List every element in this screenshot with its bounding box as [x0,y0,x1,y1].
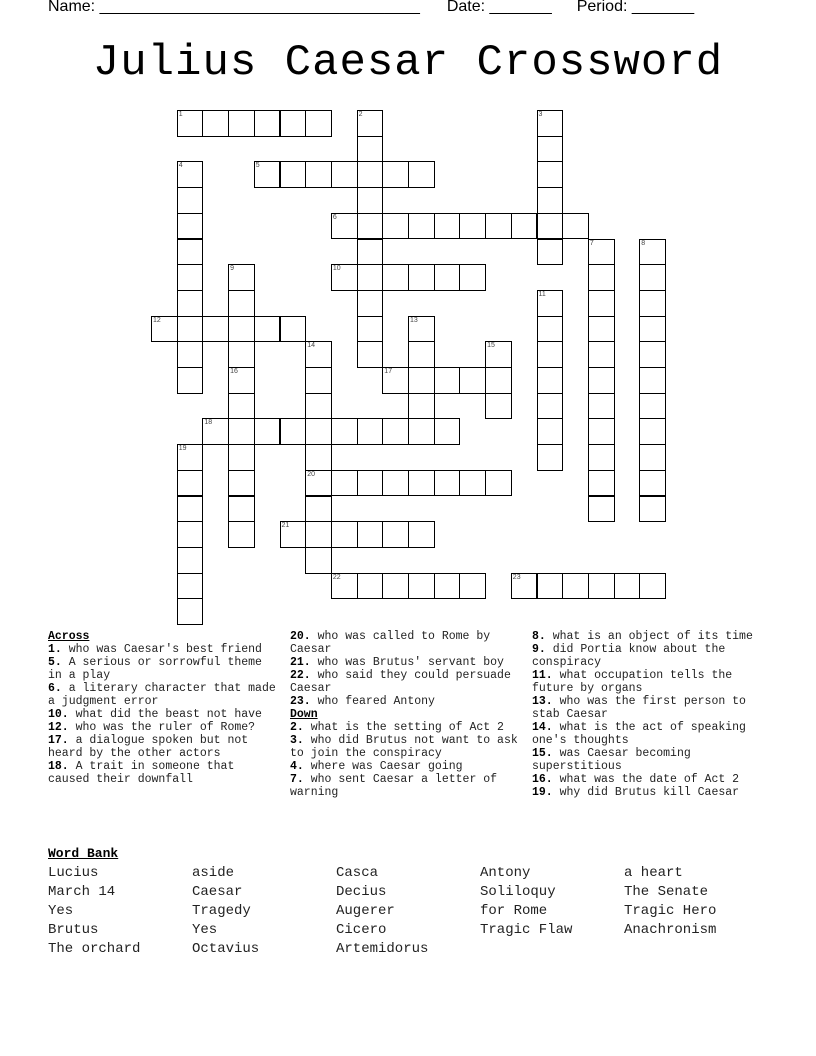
crossword-cell[interactable] [459,367,486,394]
word-bank-item: for Rome [480,903,548,919]
crossword-cell[interactable] [254,110,281,137]
page-title: Julius Caesar Crossword [92,38,724,88]
clue-text: who was Caesar's best friend [61,643,262,656]
crossword-cell[interactable] [228,496,255,523]
clue-number: 4. [290,760,304,773]
crossword-cell[interactable] [357,110,384,137]
word-bank-item: Decius [336,884,387,900]
clue-number: 23. [290,695,311,708]
crossword-cell[interactable] [588,367,615,394]
clue-number: 21. [290,656,311,669]
crossword-cell[interactable] [177,110,204,137]
clue-item [48,708,280,721]
clue-text: what did the beast not have [68,708,262,721]
word-bank-item: Anachronism [624,922,717,938]
word-bank-item: The orchard [48,941,141,957]
clue-number: 6. [48,682,62,695]
crossword-cell[interactable] [357,136,384,163]
crossword-cell[interactable] [357,521,384,548]
crossword-cell[interactable] [305,367,332,394]
clue-text: who was called to Rome by Caesar [290,630,491,656]
crossword-cell[interactable] [305,470,332,497]
crossword-cell[interactable] [177,213,204,240]
clue-text: did Portia know about the conspiracy [532,643,726,669]
word-bank-item: The Senate [624,884,709,900]
clue-item [532,721,772,747]
crossword-cell[interactable] [537,161,564,188]
cell-number: 14 [307,342,315,350]
crossword-cell[interactable] [331,418,358,445]
clue-number: 17. [48,734,69,747]
crossword-cell[interactable] [639,444,666,471]
clue-item [290,773,522,799]
crossword-cell[interactable] [331,573,358,600]
across-heading: Across [48,630,90,643]
word-bank-column [48,864,192,959]
word-bank-item: a heart [624,865,683,881]
crossword-cell[interactable] [588,239,615,266]
crossword-cell[interactable] [331,213,358,240]
crossword-cell[interactable] [177,521,204,548]
crossword-cell[interactable] [562,573,589,600]
crossword-cell[interactable] [408,161,435,188]
crossword-cell[interactable] [177,444,204,471]
crossword-cell[interactable] [639,470,666,497]
crossword-cell[interactable] [537,187,564,214]
crossword-cell[interactable] [511,573,538,600]
crossword-cell[interactable] [537,393,564,420]
cell-number: 11 [538,290,546,298]
crossword-cell[interactable] [305,161,332,188]
word-bank-column [192,864,336,959]
crossword-cell[interactable] [408,264,435,291]
crossword-cell[interactable] [331,521,358,548]
crossword-cell[interactable] [305,341,332,368]
clue-text: who was the first person to stab Caesar [532,695,746,721]
clue-number: 2. [290,721,304,734]
crossword-cell[interactable] [562,213,589,240]
crossword-cell[interactable] [588,341,615,368]
crossword-cell[interactable] [537,213,564,240]
crossword-cell[interactable] [639,239,666,266]
cell-number: 16 [230,368,238,375]
clue-item [48,656,280,682]
crossword-cell[interactable] [357,239,384,266]
period-field-label[interactable]: Period: _______ [576,0,695,15]
clue-number: 14. [532,721,553,734]
crossword-cell[interactable] [639,496,666,523]
crossword-cell[interactable] [511,213,538,240]
clue-item [532,747,772,773]
clue-item [532,773,772,786]
crossword-cell[interactable] [202,110,229,137]
crossword-cell[interactable] [459,470,486,497]
crossword-cell[interactable] [485,213,512,240]
crossword-cell[interactable] [228,470,255,497]
crossword-cell[interactable] [177,316,204,343]
crossword-cell[interactable] [177,367,204,394]
crossword-cell[interactable] [228,290,255,317]
crossword-cell[interactable] [305,547,332,574]
crossword-cell[interactable] [331,161,358,188]
crossword-cell[interactable] [177,187,204,214]
crossword-cell[interactable] [305,496,332,523]
crossword-cell[interactable] [151,316,178,343]
crossword-cell[interactable] [202,418,229,445]
crossword-cell[interactable] [459,573,486,600]
crossword-cell[interactable] [254,316,281,343]
clue-item [532,630,772,643]
crossword-cell[interactable] [537,316,564,343]
crossword-cell[interactable] [305,521,332,548]
clue-item [290,734,522,760]
crossword-cell[interactable] [485,367,512,394]
word-bank-item: March 14 [48,884,116,900]
word-bank-item: Tragic Flaw [480,922,573,938]
clue-text: what was the date of Act 2 [552,773,740,786]
crossword-cell[interactable] [408,393,435,420]
crossword-cell[interactable] [305,393,332,420]
cell-number: 1 [178,111,183,118]
clue-item [290,669,522,695]
clue-item [48,643,280,656]
crossword-cell[interactable] [382,521,409,548]
cell-number: 6 [332,213,337,221]
cell-number: 2 [358,111,363,118]
crossword-cell[interactable] [537,367,564,394]
crossword-cell[interactable] [434,367,461,394]
clue-text: a literary character that made a judgment error [48,682,276,708]
crossword-cell[interactable] [177,496,204,523]
crossword-cell[interactable] [639,264,666,291]
clue-number: 7. [290,773,304,786]
word-bank-item: Cicero [336,922,387,938]
word-bank-item: Soliloquy [480,884,556,900]
clue-item [532,695,772,721]
cell-number: 20 [307,470,315,478]
crossword-cell[interactable] [485,393,512,420]
word-bank-item: Antony [480,865,531,881]
crossword-cell[interactable] [357,573,384,600]
crossword-cell[interactable] [408,470,435,497]
clue-number: 3. [290,734,304,747]
crossword-cell[interactable] [639,418,666,445]
crossword-cell[interactable] [305,110,332,137]
clue-item [290,656,522,669]
clue-text: what is the act of speaking one's thoughts [532,721,746,747]
crossword-cell[interactable] [177,290,204,317]
crossword-cell[interactable] [254,418,281,445]
clue-item [532,643,772,669]
crossword-cell[interactable] [434,418,461,445]
crossword-cell[interactable] [177,161,204,188]
clue-text: why did Brutus kill Caesar [552,786,740,799]
clue-text: what is the setting of Act 2 [303,721,504,734]
cell-number: 12 [153,316,161,324]
crossword-cell[interactable] [382,418,409,445]
clue-text: where was Caesar going [303,760,463,773]
clue-number: 22. [290,669,311,682]
crossword-cell[interactable] [588,264,615,291]
cell-number: 21 [281,522,290,530]
cell-number: 15 [487,342,495,350]
clue-number: 12. [48,721,69,734]
word-bank-heading: Word Bank [48,846,119,861]
clue-item [48,721,280,734]
crossword-cell[interactable] [639,341,666,368]
across-clues [48,630,280,786]
crossword-cell[interactable] [228,341,255,368]
clue-text: who sent Caesar a letter of warning [290,773,498,799]
clue-text: what is an object of its time [545,630,753,643]
crossword-cell[interactable] [485,470,512,497]
clue-number: 18. [48,760,69,773]
crossword-cell[interactable] [588,418,615,445]
cell-number: 9 [230,265,234,273]
crossword-cell[interactable] [382,213,409,240]
crossword-cell[interactable] [408,341,435,368]
crossword-cell[interactable] [228,367,255,394]
crossword-cell[interactable] [434,264,461,291]
word-bank-item: Artemidorus [336,941,429,957]
clues-column-2 [290,630,522,799]
word-bank-item: Tragedy [192,903,251,919]
clue-item [290,630,522,656]
crossword-cell[interactable] [357,264,384,291]
clue-number: 15. [532,747,553,760]
clue-text: who did Brutus not want to ask to join the conspiracy [290,734,518,760]
word-bank-column [624,864,768,940]
crossword-cell[interactable] [177,470,204,497]
clue-number: 9. [532,643,546,656]
crossword-cell[interactable] [639,316,666,343]
crossword-cell[interactable] [202,316,229,343]
word-bank-item: Yes [48,903,74,919]
crossword-cell[interactable] [177,598,204,625]
crossword-cell[interactable] [382,367,409,394]
crossword-cell[interactable] [357,341,384,368]
crossword-cell[interactable] [305,418,332,445]
word-bank-column [480,864,624,940]
cell-number: 10 [332,265,341,273]
crossword-cell[interactable] [588,393,615,420]
date-field-label[interactable]: Date: _______ [446,0,552,15]
crossword-cell[interactable] [408,573,435,600]
clue-item [48,760,280,786]
crossword-cell[interactable] [614,573,641,600]
crossword-cell[interactable] [537,444,564,471]
cell-number: 23 [512,573,521,581]
crossword-cell[interactable] [537,341,564,368]
crossword-cell[interactable] [280,418,307,445]
clue-text: a dialogue spoken but not heard by the other actors [48,734,249,760]
clue-text: who was Brutus' servant boy [310,656,504,669]
clue-number: 20. [290,630,311,643]
crossword-cell[interactable] [280,161,307,188]
clue-number: 8. [532,630,546,643]
crossword-cell[interactable] [228,110,255,137]
word-bank-item: Augerer [336,903,395,919]
clue-number: 1. [48,643,62,656]
cell-number: 5 [255,162,260,170]
clue-number: 13. [532,695,553,708]
crossword-cell[interactable] [280,521,307,548]
down-heading: Down [290,708,318,721]
crossword-cell[interactable] [537,418,564,445]
crossword-cell[interactable] [588,496,615,523]
word-bank-item: Casca [336,865,379,881]
crossword-cell[interactable] [639,290,666,317]
crossword-cell[interactable] [588,444,615,471]
crossword-cell[interactable] [357,161,384,188]
crossword-cell[interactable] [357,316,384,343]
cell-number: 13 [410,316,418,324]
word-bank-item: Lucius [48,865,99,881]
crossword-cell[interactable] [357,213,384,240]
clue-text: what occupation tells the future by organs [532,669,733,695]
crossword-cell[interactable] [280,110,307,137]
crossword-cell[interactable] [177,341,204,368]
word-bank-item: aside [192,865,235,881]
crossword-cell[interactable] [177,547,204,574]
clue-item [532,669,772,695]
crossword-cell[interactable] [408,213,435,240]
crossword-cell[interactable] [305,444,332,471]
crossword-cell[interactable] [228,418,255,445]
clue-text: who said they could persuade Caesar [290,669,511,695]
clue-text: who was the ruler of Rome? [68,721,256,734]
crossword-cell[interactable] [177,239,204,266]
clue-item [290,721,522,734]
crossword-cell[interactable] [228,393,255,420]
crossword-cell[interactable] [228,316,255,343]
clue-item [48,682,280,708]
crossword-cell[interactable] [537,110,564,137]
crossword-cell[interactable] [408,418,435,445]
crossword-cell[interactable] [357,470,384,497]
clue-number: 11. [532,669,553,682]
clue-number: 16. [532,773,553,786]
clue-item [290,760,522,773]
crossword-cell[interactable] [434,573,461,600]
clue-text: A trait in someone that caused their downfall [48,760,235,786]
crossword-cell[interactable] [357,418,384,445]
word-bank-item: Tragic Hero [624,903,717,919]
clue-text: was Caesar becoming superstitious [532,747,691,773]
crossword-cell[interactable] [357,187,384,214]
word-bank-item: Caesar [192,884,243,900]
cell-number: 7 [589,239,594,247]
cell-number: 8 [641,239,646,247]
crossword-cell[interactable] [639,573,666,600]
crossword-cell[interactable] [331,470,358,497]
clues-column-3 [532,630,772,799]
crossword-cell[interactable] [434,213,461,240]
crossword-cell[interactable] [177,264,204,291]
word-bank-item: Octavius [192,941,260,957]
clue-item [290,695,522,708]
cell-number: 18 [204,419,213,427]
crossword-cell[interactable] [228,444,255,471]
crossword-cell[interactable] [459,264,486,291]
crossword-cell[interactable] [588,573,615,600]
crossword-cell[interactable] [382,264,409,291]
clue-number: 5. [48,656,62,669]
crossword-cell[interactable] [382,470,409,497]
crossword-cell[interactable] [537,136,564,163]
cell-number: 19 [178,445,187,453]
clue-number: 10. [48,708,69,721]
crossword-cell[interactable] [228,521,255,548]
cell-number: 17 [384,368,393,375]
crossword-cell[interactable] [588,290,615,317]
crossword-cell[interactable] [331,264,358,291]
clue-item [532,786,772,799]
clue-number: 19. [532,786,553,799]
clue-text: A serious or sorrowful theme in a play [48,656,262,682]
crossword-cell[interactable] [485,341,512,368]
clue-text: who feared Antony [310,695,435,708]
crossword-cell[interactable] [537,239,564,266]
crossword-cell[interactable] [280,316,307,343]
crossword-cell[interactable] [382,573,409,600]
crossword-cell[interactable] [408,316,435,343]
crossword-cell[interactable] [228,264,255,291]
crossword-cell[interactable] [408,521,435,548]
crossword-cell[interactable] [537,573,564,600]
clue-item [48,734,280,760]
crossword-cell[interactable] [588,470,615,497]
cell-number: 3 [538,111,543,118]
crossword-cell[interactable] [357,290,384,317]
crossword-cell[interactable] [639,393,666,420]
cell-number: 4 [178,162,183,170]
word-bank-item: Yes [192,922,218,938]
crossword-cell[interactable] [639,367,666,394]
crossword-cell[interactable] [177,573,204,600]
crossword-cell[interactable] [588,316,615,343]
crossword-cell[interactable] [408,367,435,394]
cell-number: 22 [332,573,341,581]
crossword-cell[interactable] [434,470,461,497]
word-bank-item: Brutus [48,922,99,938]
crossword-cell[interactable] [254,161,281,188]
crossword-cell[interactable] [459,213,486,240]
crossword-cell[interactable] [382,161,409,188]
name-field-label[interactable]: Name: ____________________________________ [48,0,420,15]
crossword-cell[interactable] [537,290,564,317]
word-bank-column [336,864,480,959]
